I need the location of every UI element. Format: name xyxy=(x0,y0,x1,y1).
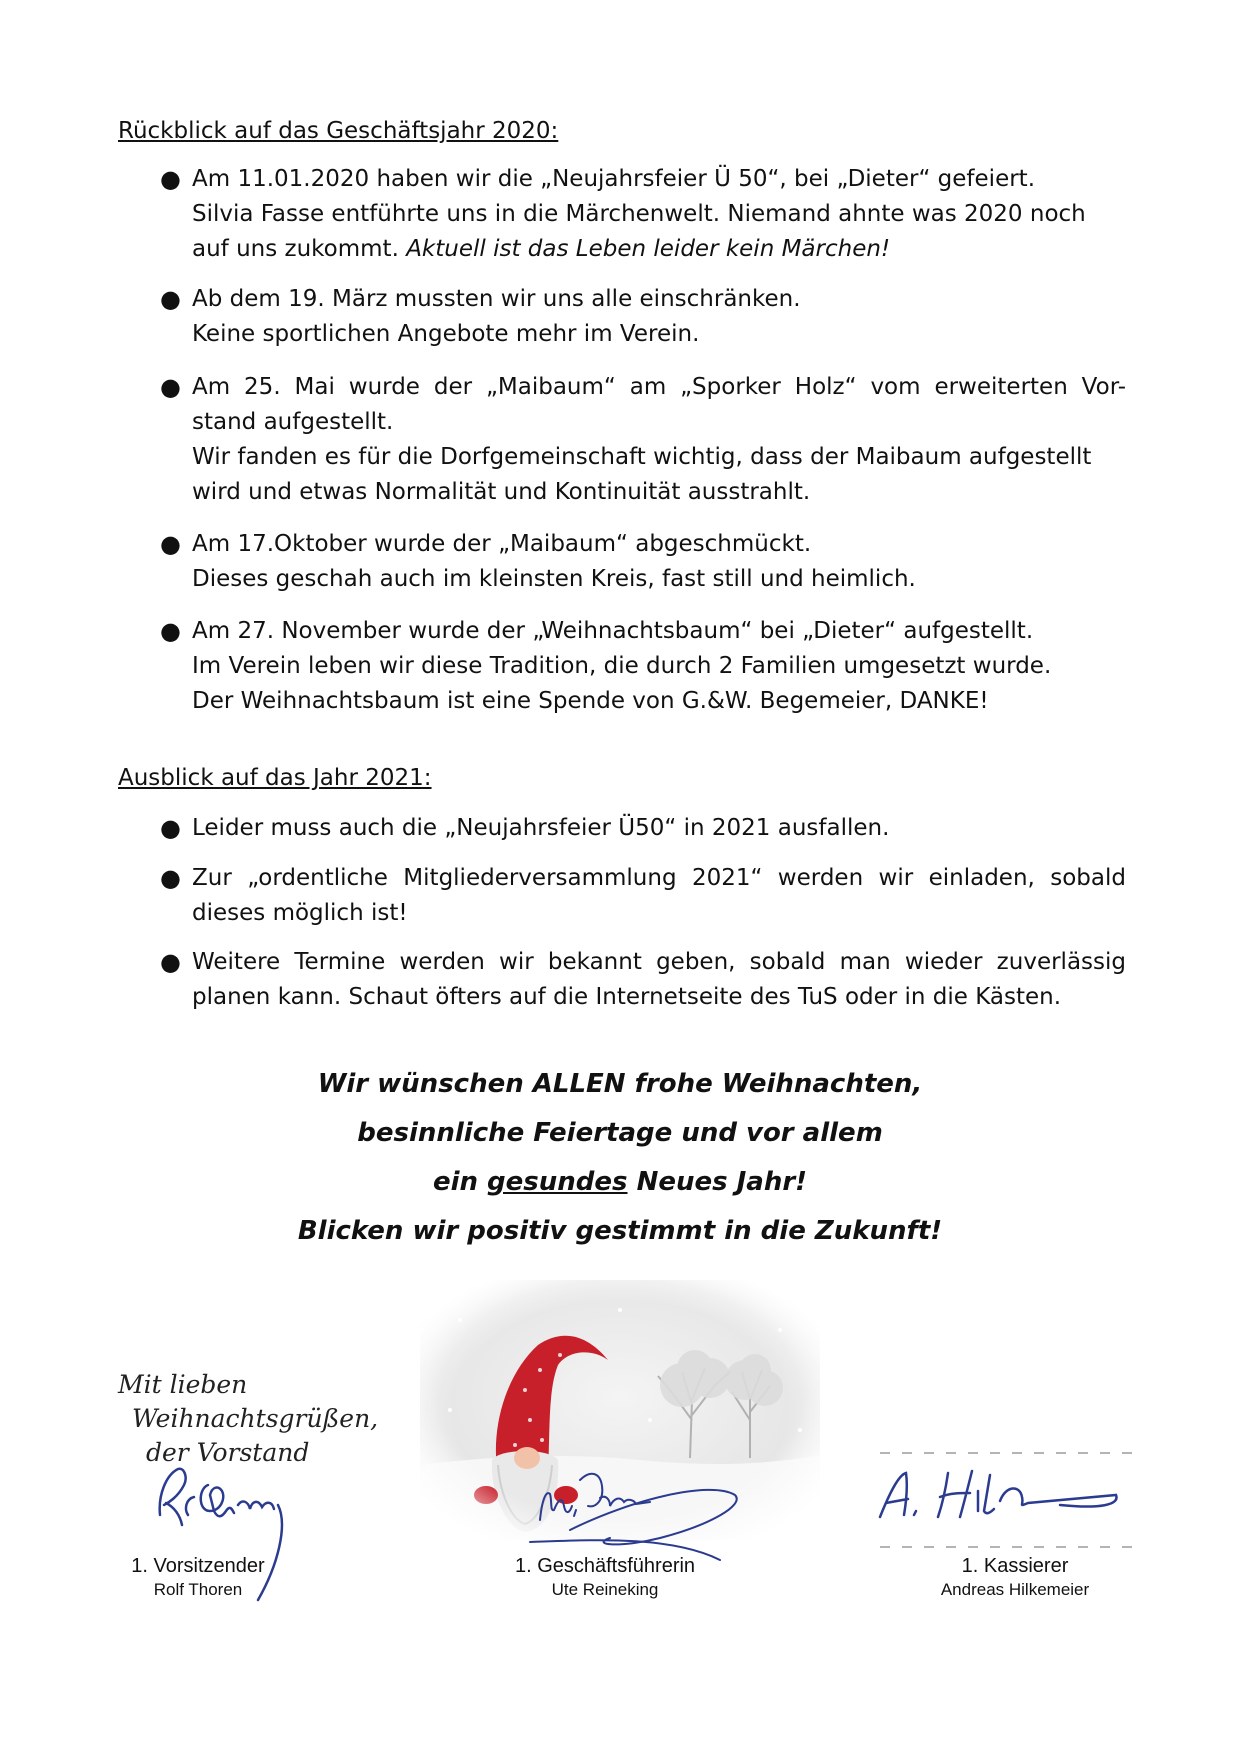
greeting-line-3: der Vorstand xyxy=(146,1438,310,1467)
signature-title: 1. Kassierer xyxy=(961,1555,1069,1577)
greeting-line-1: Mit lieben xyxy=(118,1370,248,1399)
item-line: dieses möglich ist! xyxy=(192,900,408,926)
review-item-2 xyxy=(160,282,1126,352)
bullet-icon: ● xyxy=(160,814,181,842)
item-line: Leider muss auch die „Neujahrsfeier Ü50“ in 2021 ausfallen. xyxy=(192,815,890,841)
signature-andreas-hilkemeier xyxy=(860,1445,1150,1555)
outlook-item-3 xyxy=(160,945,1126,1015)
bullet-icon: ● xyxy=(160,864,181,892)
wish-line-2: besinnliche Feiertage und vor allem xyxy=(357,1118,883,1148)
bullet-icon: ● xyxy=(160,617,181,645)
item-line: planen kann. Schaut öfters auf die Internetseite des TuS oder in die Kästen. xyxy=(192,984,1062,1010)
item-italic-remark: Aktuell ist das Leben leider kein Märchen! xyxy=(406,236,891,262)
signature-title: 1. Geschäftsführerin xyxy=(514,1555,696,1577)
signature-block-treasurer xyxy=(920,1555,1110,1600)
signature-name: Ute Reineking xyxy=(551,1580,659,1599)
item-line: Keine sportlichen Angebote mehr im Verein. xyxy=(192,321,700,347)
signature-title: 1. Vorsitzender xyxy=(131,1555,265,1577)
item-line: Am 17.Oktober wurde der „Maibaum“ abgeschmückt. xyxy=(192,531,812,557)
item-line: Dieses geschah auch im kleinsten Kreis, fast still und heimlich. xyxy=(192,566,916,592)
outlook-heading: Ausblick auf das Jahr 2021: xyxy=(118,765,432,791)
wish-line-4: Blicken wir positiv gestimmt in die Zukunft! xyxy=(297,1216,943,1246)
signature-block-chair xyxy=(118,1555,278,1600)
item-line: Am 25. Mai wurde der „Maibaum“ am „Sporker Holz“ vom erweiterten Vor- xyxy=(192,374,1126,400)
signature-rolf-thoren xyxy=(138,1455,308,1605)
review-item-4 xyxy=(160,527,1126,597)
wish-line-1: Wir wünschen ALLEN frohe Weihnachten, xyxy=(317,1069,923,1099)
item-line: Wir fanden es für die Dorfgemeinschaft wichtig, dass der Maibaum aufgestellt xyxy=(192,444,1092,470)
signature-ute-reineking xyxy=(510,1450,750,1570)
item-line: wird und etwas Normalität und Kontinuität ausstrahlt. xyxy=(192,479,811,505)
item-line: Im Verein leben wir diese Tradition, die durch 2 Familien umgesetzt wurde. xyxy=(192,653,1052,679)
signature-name: Andreas Hilkemeier xyxy=(940,1580,1090,1599)
item-line: Am 27. November wurde der „Weihnachtsbaum“ bei „Dieter“ aufgestellt. xyxy=(192,618,1034,644)
wish-line-3: ein gesundes Neues Jahr! xyxy=(432,1167,808,1197)
review-heading: Rückblick auf das Geschäftsjahr 2020: xyxy=(118,118,559,144)
bullet-icon: ● xyxy=(160,285,181,313)
bullet-icon: ● xyxy=(160,373,181,401)
outlook-item-1 xyxy=(160,811,1126,846)
item-line: Silvia Fasse entführte uns in die Märchenwelt. Niemand ahnte was 2020 noch xyxy=(192,201,1086,227)
item-line: stand aufgestellt. xyxy=(192,409,394,435)
underlined-word: gesundes xyxy=(487,1167,628,1197)
greeting-line-2: Weihnachtsgrüßen, xyxy=(132,1404,379,1433)
item-line: Zur „ordentliche Mitgliederversammlung 2021“ werden wir einladen, sobald xyxy=(192,865,1126,891)
item-line: Weitere Termine werden wir bekannt geben, sobald man wieder zuverlässig xyxy=(192,949,1126,975)
item-line: Am 11.01.2020 haben wir die „Neujahrsfeier Ü 50“, bei „Dieter“ gefeiert. xyxy=(192,166,1036,192)
item-line: Der Weihnachtsbaum ist eine Spende von G.&W. Begemeier, DANKE! xyxy=(192,688,989,714)
bullet-icon: ● xyxy=(160,948,181,976)
signature-block-manager xyxy=(490,1555,720,1600)
item-line: auf uns zukommt. xyxy=(192,236,399,262)
review-item-5 xyxy=(160,614,1126,719)
item-line: Ab dem 19. März mussten wir uns alle einschränken. xyxy=(192,286,801,312)
bullet-icon: ● xyxy=(160,165,181,193)
review-item-3 xyxy=(160,370,1126,510)
bullet-icon: ● xyxy=(160,530,181,558)
outlook-item-2 xyxy=(160,861,1126,931)
review-item-1 xyxy=(160,162,1126,267)
signature-name: Rolf Thoren xyxy=(153,1580,243,1599)
